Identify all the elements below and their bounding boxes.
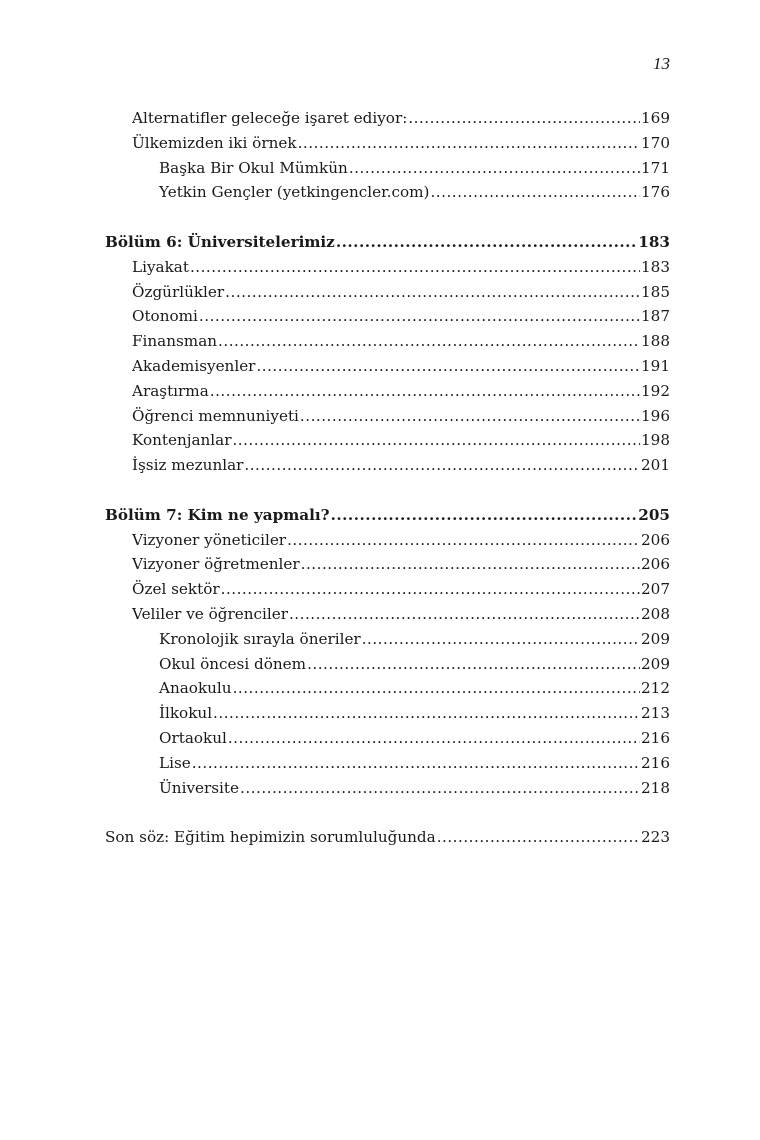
- toc-entry-page: 213: [641, 704, 670, 723]
- toc-entry-page: 209: [641, 654, 670, 673]
- toc-entry-page: 198: [641, 431, 670, 450]
- toc-entry: [105, 552, 670, 577]
- dot-leader: [298, 131, 640, 156]
- toc-entry-title: İlkokul: [159, 704, 213, 723]
- toc-entry-page: 212: [641, 679, 670, 698]
- toc-entry-title: Lise: [159, 753, 191, 772]
- dot-leader: [437, 825, 640, 850]
- toc-entry: [105, 776, 670, 801]
- toc-chapter-entry: [105, 503, 670, 528]
- toc-entry-title: Kronolojik sırayla öneriler: [159, 629, 361, 648]
- toc-entry-page: 205: [638, 505, 670, 524]
- toc-entry-title: Vizyoner öğretmenler: [132, 555, 300, 574]
- toc-entry-page: 192: [641, 381, 670, 400]
- toc-entry-page: 218: [641, 778, 670, 797]
- dot-leader: [349, 156, 640, 181]
- toc-entry: [105, 131, 670, 156]
- toc-entry: [105, 726, 670, 751]
- toc-entry-page: 216: [641, 728, 670, 747]
- toc-entry-page: 185: [641, 282, 670, 301]
- toc-entry-title: Yetkin Gençler (yetkingencler.com): [159, 183, 430, 202]
- toc-entry-page: 191: [641, 356, 670, 375]
- toc-entry-page: 170: [641, 133, 670, 152]
- toc-chapter-entry: [105, 230, 670, 255]
- toc-entry-title: Ortaokul: [159, 728, 227, 747]
- toc-entry-page: 176: [641, 183, 670, 202]
- dot-leader: [362, 627, 640, 652]
- toc-entry-title: Anaokulu: [159, 679, 232, 698]
- dot-leader: [213, 701, 640, 726]
- dot-leader: [408, 106, 640, 131]
- toc-entry-title: Bölüm 6: Üniversitelerimiz: [105, 232, 335, 251]
- toc-entry-title: Kontenjanlar: [132, 431, 232, 450]
- toc-entry: [105, 701, 670, 726]
- toc-entry-page: 206: [641, 530, 670, 549]
- dot-leader: [244, 453, 640, 478]
- toc-entry: [105, 751, 670, 776]
- toc-entry-title: Bölüm 7: Kim ne yapmalı?: [105, 505, 330, 524]
- toc-entry: [105, 577, 670, 602]
- toc-entry-title: Akademisyenler: [132, 356, 256, 375]
- dot-leader: [225, 280, 640, 305]
- toc-entry-page: 188: [641, 332, 670, 351]
- toc-entry: [105, 280, 670, 305]
- page-number: 13: [653, 54, 670, 73]
- dot-leader: [256, 354, 640, 379]
- toc-entry: [105, 180, 670, 205]
- dot-leader: [210, 379, 640, 404]
- toc-entry-title: Son söz: Eğitim hepimizin sorumluluğunda: [105, 828, 436, 847]
- toc-entry-page: 207: [641, 580, 670, 599]
- toc-entry: [105, 676, 670, 701]
- toc-entry: [105, 106, 670, 131]
- toc-entry-page: 169: [641, 109, 670, 127]
- toc-entry-page: 187: [641, 307, 670, 326]
- table-of-contents: [105, 106, 670, 850]
- toc-entry: [105, 528, 670, 553]
- dot-leader: [430, 180, 640, 205]
- dot-leader: [336, 230, 637, 255]
- toc-entry-page: 223: [641, 828, 670, 847]
- toc-entry-title: Ülkemizden iki örnek: [132, 133, 297, 152]
- toc-entry: [105, 404, 670, 429]
- toc-entry: [105, 329, 670, 354]
- dot-leader: [233, 676, 640, 701]
- dot-leader: [300, 404, 640, 429]
- toc-entry-page: 171: [641, 158, 670, 177]
- toc-entry-title: Veliler ve öğrenciler: [132, 604, 288, 623]
- toc-entry: [105, 602, 670, 627]
- toc-entry-page: 183: [638, 232, 670, 251]
- toc-entry: [105, 428, 670, 453]
- toc-entry-title: Üniversite: [159, 778, 240, 797]
- toc-entry-title: Başka Bir Okul Mümkün: [159, 158, 348, 177]
- toc-entry-title: Özel sektör: [132, 580, 220, 599]
- dot-leader: [287, 528, 640, 553]
- toc-entry: [105, 627, 670, 652]
- dot-leader: [232, 428, 640, 453]
- toc-entry-title: Otonomi: [132, 307, 198, 326]
- toc-entry-title: Alternatifler geleceğe işaret ediyor:: [132, 109, 408, 127]
- toc-entry-page: 183: [641, 257, 670, 276]
- dot-leader: [218, 329, 640, 354]
- dot-leader: [307, 652, 640, 677]
- toc-entry: [105, 255, 670, 280]
- dot-leader: [289, 602, 640, 627]
- toc-entry-title: Liyakat: [132, 257, 189, 276]
- toc-entry: [105, 304, 670, 329]
- toc-entry-page: 216: [641, 753, 670, 772]
- toc-entry: [105, 156, 670, 181]
- toc-entry: [105, 453, 670, 478]
- toc-entry-title: Öğrenci memnuniyeti: [132, 406, 299, 425]
- toc-entry: [105, 652, 670, 677]
- dot-leader: [301, 552, 640, 577]
- toc-entry: [105, 825, 670, 850]
- dot-leader: [192, 751, 640, 776]
- toc-entry-page: 209: [641, 629, 670, 648]
- toc-entry-page: 196: [641, 406, 670, 425]
- toc-entry-page: 208: [641, 604, 670, 623]
- toc-entry-title: İşsiz mezunlar: [132, 456, 244, 475]
- dot-leader: [221, 577, 640, 602]
- toc-entry: [105, 354, 670, 379]
- dot-leader: [331, 503, 638, 528]
- toc-entry-title: Araştırma: [132, 381, 209, 400]
- dot-leader: [228, 726, 640, 751]
- dot-leader: [190, 255, 640, 280]
- toc-entry-page: 206: [641, 555, 670, 574]
- toc-entry-title: Finansman: [132, 332, 218, 351]
- toc-entry-page: 201: [641, 456, 670, 475]
- dot-leader: [240, 776, 640, 801]
- dot-leader: [199, 304, 640, 329]
- toc-entry-title: Vizyoner yöneticiler: [132, 530, 287, 549]
- toc-entry: [105, 379, 670, 404]
- toc-entry-title: Okul öncesi dönem: [159, 654, 307, 673]
- toc-entry-title: Özgürlükler: [132, 282, 225, 301]
